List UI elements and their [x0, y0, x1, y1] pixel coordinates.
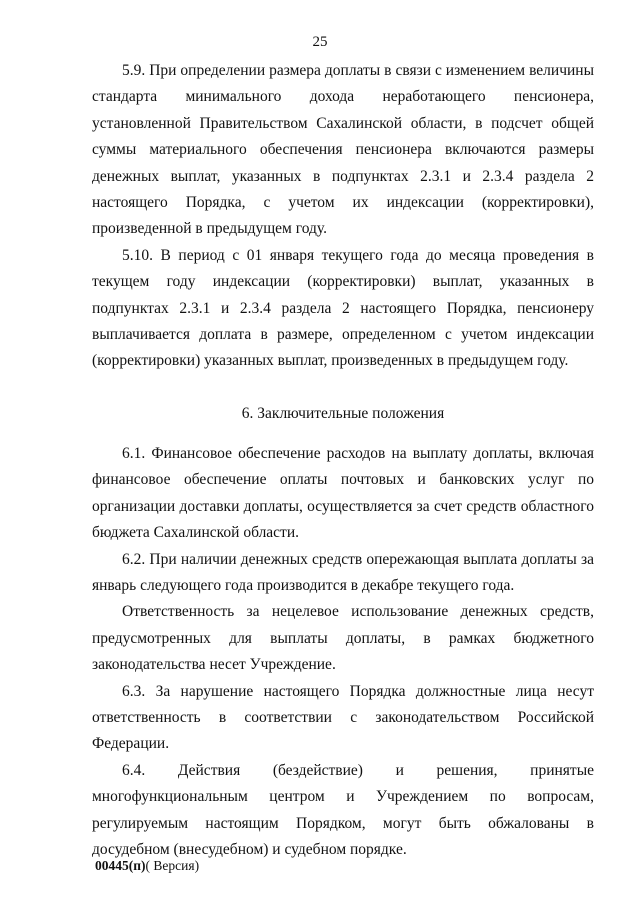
paragraph-5-9: 5.9. При определении размера доплаты в связи с изменением величины стандарта минимального дохода неработающего пенсионера, установленной Правительством Сахалинской области, в подсчет общей суммы материального обеспечения пенсионера включаются размеры денежных выплат, указанных в подпунктах 2.3.1 и 2.3.4 раздела 2 настоящего Порядка, с учетом их индексации (корректировки), произведенной в предыдущем году. [92, 62, 594, 238]
paragraph-6-4: 6.4. Действия (бездействие) и решения, принятые многофункциональным центром и Учреждением по вопросам, регулируемым настоящим Порядком, могут быть обжалованы в досудебном (внесудебном) и судебном порядке. [92, 761, 594, 858]
section-heading: 6. Заключительные положения [241, 404, 445, 422]
page-number: 25 [312, 34, 328, 50]
document-footer [95, 858, 199, 874]
paragraph-6-1: 6.1. Финансовое обеспечение расходов на выплату доплаты, включая финансовое обеспечение оплаты почтовых и банковских услуг по организации доставки доплаты, осуществляется за счет средств областного бюджета Сахалинской области. [92, 444, 594, 542]
document-body [92, 58, 594, 863]
paragraph-6-3: 6.3. За нарушение настоящего Порядка должностные лица несут ответственность в соответствии с законодательством Российской Федерации. [92, 682, 594, 753]
document-code: 00445(п) [95, 858, 146, 873]
document-version: ( Версия) [145, 858, 200, 873]
paragraph-responsibility: Ответственность за нецелевое использование денежных средств, предусмотренных для выплаты доплаты, в рамках бюджетного законодательства несет Учреждение. [92, 603, 594, 674]
paragraph-5-10: 5.10. В период с 01 января текущего года до месяца проведения в текущем году индексации (корректировки) выплат, указанных в подпунктах 2.3.1 и 2.3.4 раздела 2 настоящего Порядка, пенсионеру выплачивается доплата в размере, определенном с учетом индексации (корректировки) указанных выплат, произведенных в предыдущем году. [92, 246, 594, 370]
paragraph-6-2: 6.2. При наличии денежных средств опережающая выплата доплаты за январь следующего года производится в декабре текущего года. [92, 550, 594, 594]
